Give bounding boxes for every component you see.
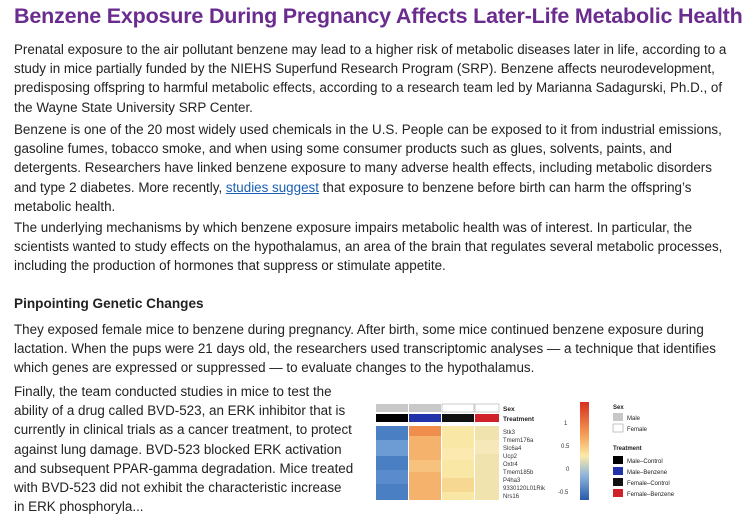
gene-label: Tmem176a (503, 438, 534, 444)
treatment-cell-female-control (442, 414, 474, 422)
heatmap-cells (376, 426, 499, 500)
treatment-annotation-bar (376, 414, 499, 422)
legend-label: Male–Control (627, 459, 663, 465)
scale-tick: 0 (566, 467, 570, 473)
paragraph-drug-study: Finally, the team conducted studies in mice to test the ability of a drug called BVD-523, an ERK inhibitor that is currently in clinical trials as a cancer treatment, to protect against lung damage. BVD-523 blocked ERK activation and subsequent PPAR-gamma degradation. Mice treated with BVD-523 did not exhibit the characteristic increase in ERK phosphoryla... (14, 384, 354, 515)
gene-label: Tmem185b (503, 470, 534, 476)
legend-title: Sex (613, 405, 624, 411)
legend-label: Male–Benzene (627, 470, 668, 476)
gene-label: P4ha3 (503, 478, 521, 484)
gene-label: Oxtr4 (503, 462, 518, 468)
paragraph-intro: Prenatal exposure to the air pollutant benzene may lead to a higher risk of metabolic diseases later in life, according to a study in mice partially funded by the NIEHS Superfund Research Program (SRP). Benzene affects neurodevelopment, predisposing offspring to harmful metabolic effects, according to a research team led by Marianna Sadagurski, Ph.D., of the Wayne State University SRP Center. (14, 42, 727, 115)
treatment-cell-female-benzene (475, 414, 499, 422)
legend-swatch-female-control (613, 478, 623, 486)
legend-label: Male (627, 416, 641, 422)
scale-tick: -0.5 (558, 490, 569, 496)
legend-swatch-male-control (613, 456, 623, 464)
heatmap-column-1 (376, 426, 408, 500)
heatmap-column-1-band (376, 440, 408, 456)
gene-label: Slc6a4 (503, 446, 522, 452)
sex-cell-male (376, 404, 408, 412)
legend-title: Treatment (613, 446, 642, 452)
treatment-cell-male-benzene (409, 414, 441, 422)
paragraph-exposure-method: They exposed female mice to benzene during pregnancy. After birth, some mice continued benzene exposure during lactation. When the pups were 21 days old, the researchers used transcriptomic analyses — a technique that identifies which genes are expressed or suppressed — to evaluate changes to the hypothalamus. (14, 322, 716, 376)
legend-swatch-female (613, 424, 623, 432)
heatmap-column-1-band (376, 470, 408, 484)
heatmap-column-3-band (442, 478, 474, 492)
heatmap-column-3-band (442, 448, 474, 460)
studies-suggest-link[interactable]: studies suggest (225, 179, 319, 195)
section-heading: Pinpointing Genetic Changes (14, 296, 204, 311)
paragraph-mechanisms: The underlying mechanisms by which benzene exposure impairs metabolic health was of interest. In particular, the scientists wanted to study effects on the hypothalamus, an area of the brain that regulates several metabolic processes, including the production of hormones that suppress or stimulate appetite. (14, 220, 723, 274)
scale-tick: 1 (564, 421, 568, 427)
heatmap-column-2-band (409, 426, 441, 436)
legend-swatch-female-benzene (613, 489, 623, 497)
gene-label: Nrs16 (503, 494, 520, 500)
heatmap-column-2-band (409, 460, 441, 472)
heatmap-column-4 (475, 426, 499, 500)
legend-swatch-male-benzene (613, 467, 623, 475)
sex-cell-female (442, 404, 474, 412)
treatment-cell-male-control (376, 414, 408, 422)
sex-cell-male (409, 404, 441, 412)
legend-swatch-male (613, 413, 623, 421)
paragraph-text: Benzene is one of the 20 most widely used chemicals in the U.S. People can be exposed to it from industrial emissions, gasoline fumes, tobacco smoke, and when using some consumer products such as glues, solvents, paints, and detergents. Researchers have linked benzene exposure to many adverse health effects, including metabolic disorders and type 2 diabetes. More recently, (14, 122, 722, 195)
legend-label: Female–Benzene (627, 492, 675, 498)
paragraph-text: that exposure to benzene before birth can harm the offspring’s metabolic health. (14, 179, 692, 214)
sex-cell-female (475, 404, 499, 412)
legend-label: Female (627, 427, 648, 433)
gene-label: 9330120L01Rik (503, 486, 546, 492)
gene-label: Ucp2 (503, 454, 518, 460)
row-label-treatment: Treatment (503, 416, 535, 423)
gene-label: Stk3 (503, 430, 516, 436)
article-title: Benzene Exposure During Pregnancy Affects Later-Life Metabolic Health (14, 4, 743, 28)
scale-tick: 0.5 (561, 444, 570, 450)
heatmap-column-4-band (475, 440, 499, 454)
sex-annotation-bar (376, 404, 499, 412)
row-label-sex: Sex (503, 406, 515, 413)
legend-label: Female–Control (627, 481, 670, 487)
color-scale-bar (580, 402, 589, 500)
